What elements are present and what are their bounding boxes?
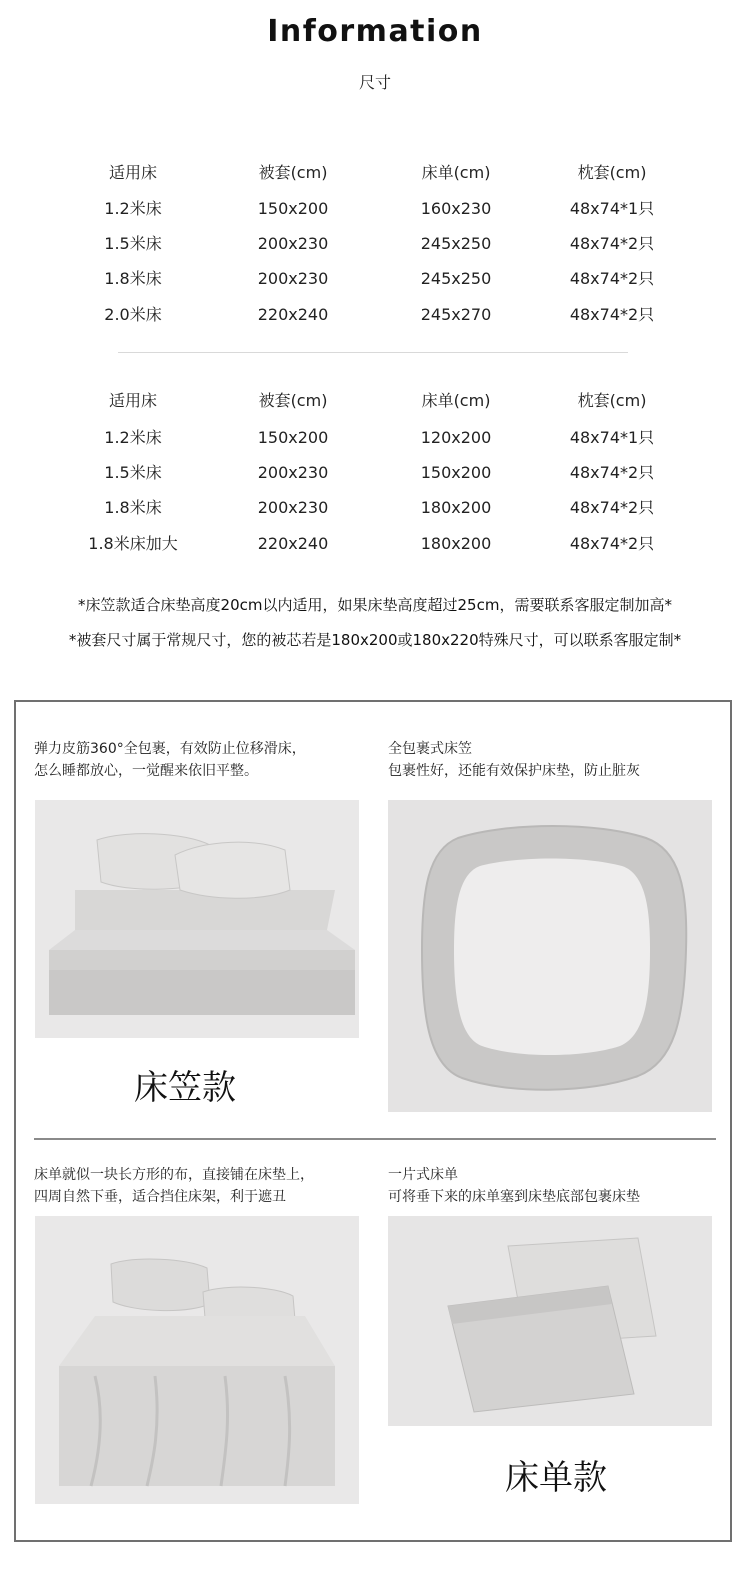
header-cell: 适用床 — [108, 163, 157, 182]
table-cell: 48x74*2只 — [569, 463, 655, 482]
table-cell: 48x74*2只 — [569, 534, 655, 553]
table-cell: 1.8米床加大 — [88, 534, 178, 553]
fitted-sheet-illustration — [388, 800, 712, 1112]
desc-line: 一片式床单 — [388, 1167, 458, 1183]
table-cell: 1.2米床 — [104, 199, 162, 218]
table-cell: 120x200 — [420, 428, 492, 447]
page-title: Information — [267, 14, 483, 49]
table-cell: 48x74*2只 — [569, 498, 655, 517]
table-cell: 245x250 — [420, 234, 492, 253]
fitted-bed-illustration — [35, 800, 359, 1038]
table-cell: 150x200 — [420, 463, 492, 482]
page-subtitle: 尺寸 — [358, 73, 391, 92]
table-row — [0, 529, 750, 559]
flat-style-label: 床单款 — [505, 1458, 607, 1498]
table-header-row — [0, 386, 750, 416]
table-cell: 48x74*1只 — [569, 199, 655, 218]
table-row — [0, 423, 750, 453]
desc-line: 怎么睡都放心，一觉醒来依旧平整。 — [34, 763, 258, 779]
flat-bed-illustration — [35, 1216, 359, 1504]
table-cell: 220x240 — [257, 534, 329, 553]
table-row — [0, 493, 750, 523]
table-cell: 2.0米床 — [104, 305, 162, 324]
table-cell: 48x74*1只 — [569, 428, 655, 447]
desc-line: 可将垂下来的床单塞到床垫底部包裹床垫 — [388, 1189, 640, 1205]
table-cell: 245x250 — [420, 269, 492, 288]
table-cell: 180x200 — [420, 534, 492, 553]
desc-line: 包裹性好，还能有效保护床垫，防止脏灰 — [388, 763, 640, 779]
table-row — [0, 229, 750, 259]
table-cell: 245x270 — [420, 305, 492, 324]
table-row — [0, 264, 750, 294]
table-cell: 150x200 — [257, 199, 329, 218]
desc-line: 床单就似一块长方形的布，直接铺在床垫上， — [34, 1167, 314, 1183]
folded-sheet-illustration — [388, 1216, 712, 1426]
desc-line: 四周自然下垂，适合挡住床架，利于遮丑 — [34, 1189, 286, 1205]
header-cell: 适用床 — [108, 391, 157, 410]
table-cell: 180x200 — [420, 498, 492, 517]
table-cell: 48x74*2只 — [569, 234, 655, 253]
flat-desc-right — [388, 1164, 640, 1208]
table-cell: 160x230 — [420, 199, 492, 218]
fitted-desc-left — [34, 738, 306, 782]
desc-line: 全包裹式床笠 — [388, 741, 472, 757]
note-fitted-height: *床笠款适合床垫高度20cm以内适用，如果床垫高度超过25cm，需要联系客服定制加高* — [78, 596, 672, 614]
table-header-row — [0, 158, 750, 188]
header-cell: 枕套(cm) — [577, 163, 647, 182]
fitted-style-label: 床笠款 — [134, 1068, 236, 1108]
table-divider — [118, 352, 628, 353]
table-cell: 200x230 — [257, 234, 329, 253]
header-cell: 被套(cm) — [258, 163, 328, 182]
table-cell: 1.8米床 — [104, 269, 162, 288]
table-row — [0, 300, 750, 330]
section-divider — [34, 1138, 716, 1140]
table-row — [0, 458, 750, 488]
table-cell: 1.2米床 — [104, 428, 162, 447]
table-cell: 200x230 — [257, 498, 329, 517]
flat-sheet-bed-photo — [35, 1216, 359, 1504]
table-cell: 1.8米床 — [104, 498, 162, 517]
table-cell: 48x74*2只 — [569, 269, 655, 288]
fitted-sheet-bed-photo — [35, 800, 359, 1038]
table-cell: 48x74*2只 — [569, 305, 655, 324]
header-cell: 床单(cm) — [421, 391, 491, 410]
table-cell: 200x230 — [257, 269, 329, 288]
table-cell: 1.5米床 — [104, 234, 162, 253]
note-duvet-custom: *被套尺寸属于常规尺寸，您的被芯若是180x200或180x220特殊尺寸，可以联系客服定制* — [68, 631, 682, 649]
fitted-sheet-flat-photo — [388, 800, 712, 1112]
table-row — [0, 194, 750, 224]
fitted-desc-right — [388, 738, 640, 782]
table-cell: 150x200 — [257, 428, 329, 447]
flat-desc-left — [34, 1164, 314, 1208]
table-cell: 1.5米床 — [104, 463, 162, 482]
flat-sheet-folded-photo — [388, 1216, 712, 1426]
table-cell: 220x240 — [257, 305, 329, 324]
header-cell: 床单(cm) — [421, 163, 491, 182]
table-cell: 200x230 — [257, 463, 329, 482]
desc-line: 弹力皮筋360°全包裹，有效防止位移滑床， — [34, 741, 306, 757]
header-cell: 被套(cm) — [258, 391, 328, 410]
header-cell: 枕套(cm) — [577, 391, 647, 410]
